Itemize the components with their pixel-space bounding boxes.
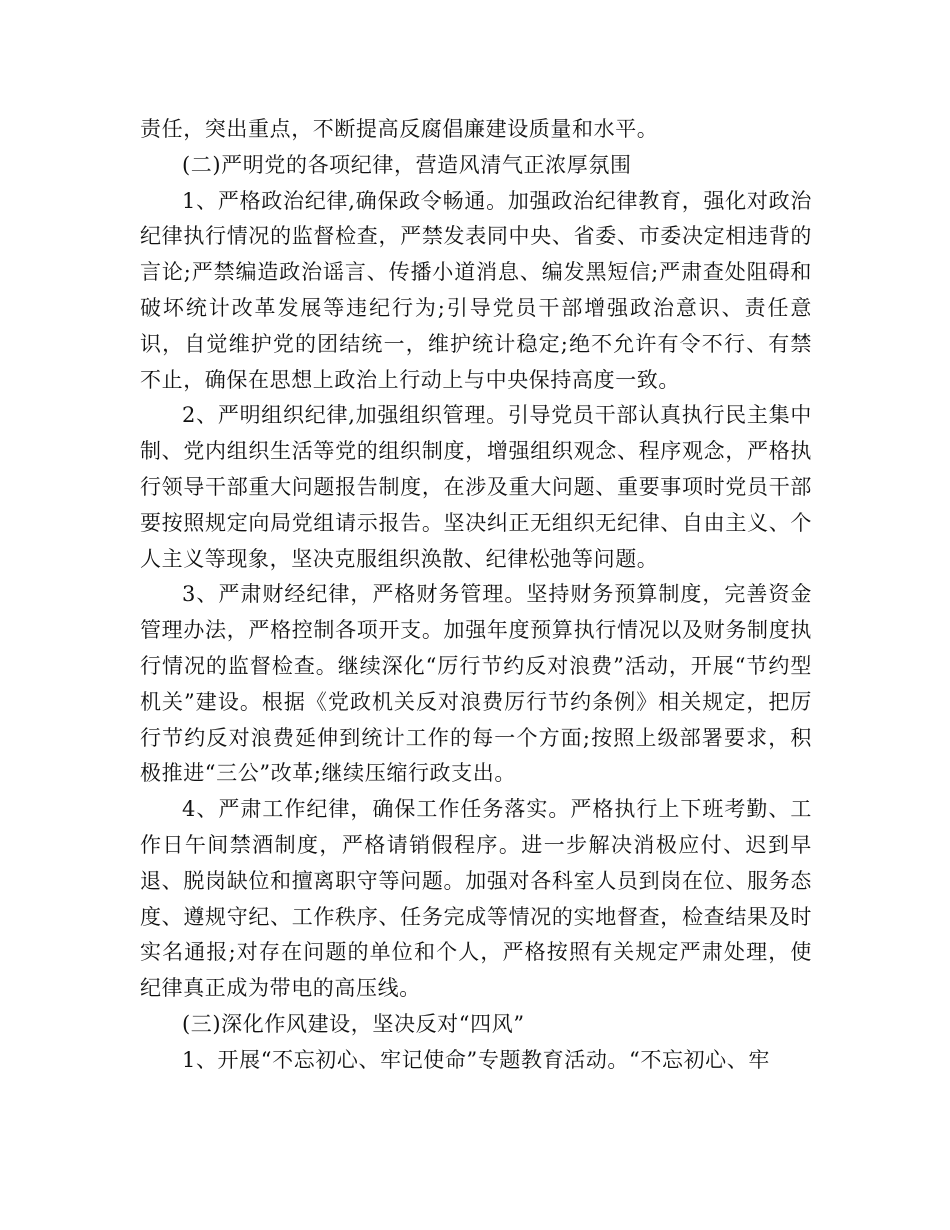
section-heading-2: (二)严明党的各项纪律，营造风清气正浓厚氛围 (182, 152, 632, 177)
paragraph-organizational-discipline: 2、严明组织纪律,加强组织管理。引导党员干部认真执行民主集中制、党内组织生活等党的组织制度，增强组织观念、程序观念，严格执行领导干部重大问题报告制度，在涉及重大问题、重要事项时党员干部要按照规定向局党组请示报告。坚决纠正无组织无纪律、自由主义、个人主义等现象，坚决克服组织涣散、纪律松弛等问题。 (140, 403, 812, 571)
document-body (140, 112, 812, 1079)
paragraph-political-discipline: 1、严格政治纪律,确保政令畅通。加强政治纪律教育，强化对政治纪律执行情况的监督检查，严禁发表同中央、省委、市委决定相违背的言论;严禁编造政治谣言、传播小道消息、编发黑短信;严肃查处阻碍和破坏统计改革发展等违纪行为;引导党员干部增强政治意识、责任意识，自觉维护党的团结统一，维护统计稳定;绝不允许有令不行、有禁不止，确保在思想上政治上行动上与中央保持高度一致。 (140, 188, 812, 392)
paragraph-education-activity: 1、开展“不忘初心、牢记使命”专题教育活动。“不忘初心、牢 (182, 1047, 770, 1072)
paragraph-work-discipline: 4、严肃工作纪律，确保工作任务落实。严格执行上下班考勤、工作日午间禁酒制度，严格请销假程序。进一步解决消极应付、迟到早退、脱岗缺位和擅离职守等问题。加强对各科室人员到岗在位、服务态度、遵规守纪、工作秩序、任务完成等情况的实地督查，检查结果及时实名通报;对存在问题的单位和个人，严格按照有关规定严肃处理，使纪律真正成为带电的高压线。 (140, 797, 812, 1001)
paragraph-continuation: 责任，突出重点，不断提高反腐倡廉建设质量和水平。 (140, 117, 659, 141)
paragraph-financial-discipline: 3、严肃财经纪律，严格财务管理。坚持财务预算制度，完善资金管理办法，严格控制各项开支。加强年度预算执行情况以及财务制度执行情况的监督检查。继续深化“厉行节约反对浪费”活动，开展“节约型机关”建设。根据《党政机关反对浪费厉行节约条例》相关规定，把厉行节约反对浪费延伸到统计工作的每一个方面;按照上级部署要求，积极推进“三公”改革;继续压缩行政支出。 (140, 582, 812, 786)
section-heading-3: (三)深化作风建设，坚决反对“四风” (182, 1011, 525, 1036)
